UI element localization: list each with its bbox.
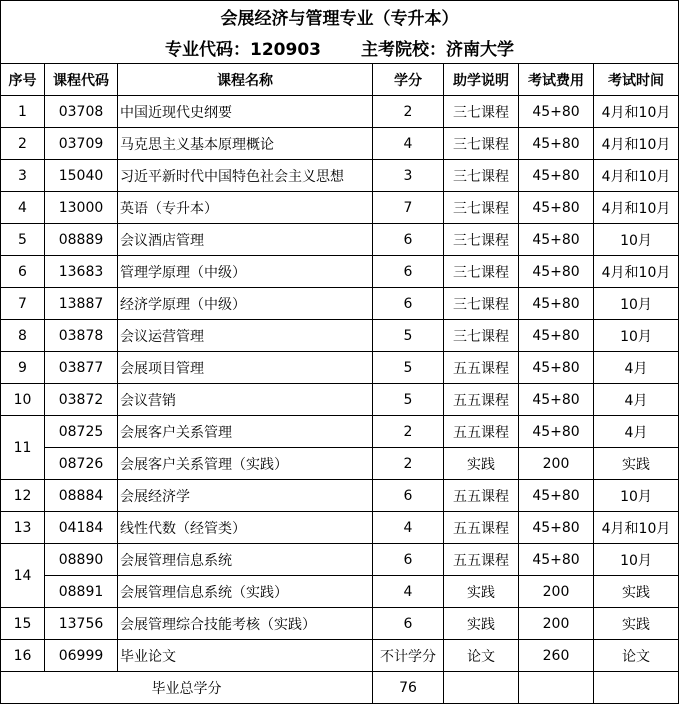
row-fee: 45+80 bbox=[519, 352, 594, 384]
row-fee: 45+80 bbox=[519, 224, 594, 256]
row-fee: 45+80 bbox=[519, 512, 594, 544]
row-code: 13683 bbox=[45, 256, 118, 288]
row-credit: 3 bbox=[373, 160, 444, 192]
row-code: 03708 bbox=[45, 96, 118, 128]
row-name: 习近平新时代中国特色社会主义思想 bbox=[118, 160, 373, 192]
table-row bbox=[1, 256, 679, 288]
row-fee: 45+80 bbox=[519, 128, 594, 160]
row-code: 13756 bbox=[45, 608, 118, 640]
row-credit: 5 bbox=[373, 384, 444, 416]
row-code: 13000 bbox=[45, 192, 118, 224]
subtitle bbox=[1, 31, 679, 64]
subtitle-row bbox=[1, 31, 679, 64]
row-fee: 45+80 bbox=[519, 480, 594, 512]
row-code: 04184 bbox=[45, 512, 118, 544]
row-name: 会议酒店管理 bbox=[118, 224, 373, 256]
row-credit: 4 bbox=[373, 512, 444, 544]
row-code: 08725 bbox=[45, 416, 118, 448]
table-row bbox=[1, 448, 679, 480]
row-fee: 45+80 bbox=[519, 96, 594, 128]
table-row bbox=[1, 384, 679, 416]
row-no: 13 bbox=[1, 512, 45, 544]
table-row bbox=[1, 352, 679, 384]
row-name: 会议运营管理 bbox=[118, 320, 373, 352]
row-name: 管理学原理（中级） bbox=[118, 256, 373, 288]
total-empty-note bbox=[444, 672, 519, 704]
row-credit: 不计学分 bbox=[373, 640, 444, 672]
row-time: 实践 bbox=[594, 576, 679, 608]
table-row bbox=[1, 96, 679, 128]
row-fee: 45+80 bbox=[519, 288, 594, 320]
row-code: 08890 bbox=[45, 544, 118, 576]
row-fee: 200 bbox=[519, 576, 594, 608]
table-row bbox=[1, 224, 679, 256]
row-code: 03878 bbox=[45, 320, 118, 352]
row-credit: 5 bbox=[373, 352, 444, 384]
row-time: 论文 bbox=[594, 640, 679, 672]
row-note: 三七课程 bbox=[444, 288, 519, 320]
row-fee: 45+80 bbox=[519, 160, 594, 192]
row-no: 10 bbox=[1, 384, 45, 416]
row-code: 03872 bbox=[45, 384, 118, 416]
row-credit: 6 bbox=[373, 480, 444, 512]
row-no: 5 bbox=[1, 224, 45, 256]
row-credit: 6 bbox=[373, 544, 444, 576]
row-time: 实践 bbox=[594, 608, 679, 640]
row-note: 五五课程 bbox=[444, 416, 519, 448]
row-credit: 5 bbox=[373, 320, 444, 352]
header-fee: 考试费用 bbox=[519, 64, 594, 96]
row-code: 06999 bbox=[45, 640, 118, 672]
row-name: 线性代数（经管类） bbox=[118, 512, 373, 544]
row-credit: 2 bbox=[373, 96, 444, 128]
table-row bbox=[1, 640, 679, 672]
row-credit: 4 bbox=[373, 576, 444, 608]
row-credit: 6 bbox=[373, 256, 444, 288]
row-no: 7 bbox=[1, 288, 45, 320]
row-note: 三七课程 bbox=[444, 160, 519, 192]
table-row bbox=[1, 608, 679, 640]
table-row bbox=[1, 480, 679, 512]
row-credit: 6 bbox=[373, 224, 444, 256]
row-name: 会展客户关系管理 bbox=[118, 416, 373, 448]
row-time: 10月 bbox=[594, 224, 679, 256]
row-code: 03877 bbox=[45, 352, 118, 384]
header-note: 助学说明 bbox=[444, 64, 519, 96]
row-note: 三七课程 bbox=[444, 128, 519, 160]
row-code: 08889 bbox=[45, 224, 118, 256]
row-fee: 200 bbox=[519, 608, 594, 640]
row-fee: 45+80 bbox=[519, 384, 594, 416]
total-label: 毕业总学分 bbox=[1, 672, 373, 704]
row-no: 4 bbox=[1, 192, 45, 224]
row-no: 12 bbox=[1, 480, 45, 512]
row-name: 毕业论文 bbox=[118, 640, 373, 672]
row-no: 9 bbox=[1, 352, 45, 384]
table-row bbox=[1, 160, 679, 192]
row-no: 6 bbox=[1, 256, 45, 288]
header-no: 序号 bbox=[1, 64, 45, 96]
row-no: 11 bbox=[1, 416, 45, 480]
row-credit: 4 bbox=[373, 128, 444, 160]
row-credit: 2 bbox=[373, 448, 444, 480]
row-note: 实践 bbox=[444, 576, 519, 608]
row-note: 五五课程 bbox=[444, 480, 519, 512]
row-time: 4月 bbox=[594, 384, 679, 416]
row-name: 会展管理综合技能考核（实践） bbox=[118, 608, 373, 640]
row-credit: 2 bbox=[373, 416, 444, 448]
table-row bbox=[1, 544, 679, 576]
row-note: 三七课程 bbox=[444, 256, 519, 288]
table-row bbox=[1, 320, 679, 352]
row-name: 会展管理信息系统（实践） bbox=[118, 576, 373, 608]
row-name: 会展经济学 bbox=[118, 480, 373, 512]
row-code: 15040 bbox=[45, 160, 118, 192]
row-no: 3 bbox=[1, 160, 45, 192]
table-row bbox=[1, 192, 679, 224]
row-no: 2 bbox=[1, 128, 45, 160]
row-no: 15 bbox=[1, 608, 45, 640]
row-name: 会展管理信息系统 bbox=[118, 544, 373, 576]
row-code: 13887 bbox=[45, 288, 118, 320]
row-credit: 6 bbox=[373, 288, 444, 320]
row-fee: 45+80 bbox=[519, 256, 594, 288]
row-time: 4月和10月 bbox=[594, 256, 679, 288]
row-fee: 260 bbox=[519, 640, 594, 672]
row-time: 实践 bbox=[594, 448, 679, 480]
row-credit: 7 bbox=[373, 192, 444, 224]
row-note: 实践 bbox=[444, 448, 519, 480]
row-note: 三七课程 bbox=[444, 320, 519, 352]
row-time: 10月 bbox=[594, 480, 679, 512]
row-note: 五五课程 bbox=[444, 512, 519, 544]
total-row bbox=[1, 672, 679, 704]
row-credit: 6 bbox=[373, 608, 444, 640]
row-time: 4月和10月 bbox=[594, 512, 679, 544]
row-note: 三七课程 bbox=[444, 96, 519, 128]
header-time: 考试时间 bbox=[594, 64, 679, 96]
row-code: 08891 bbox=[45, 576, 118, 608]
row-name: 会议营销 bbox=[118, 384, 373, 416]
row-note: 论文 bbox=[444, 640, 519, 672]
row-name: 马克思主义基本原理概论 bbox=[118, 128, 373, 160]
row-no: 8 bbox=[1, 320, 45, 352]
row-fee: 45+80 bbox=[519, 320, 594, 352]
row-note: 三七课程 bbox=[444, 224, 519, 256]
row-no: 16 bbox=[1, 640, 45, 672]
row-time: 10月 bbox=[594, 320, 679, 352]
examining-school: 主考院校：济南大学 bbox=[361, 39, 514, 60]
table-header bbox=[1, 64, 679, 96]
row-note: 五五课程 bbox=[444, 384, 519, 416]
row-time: 4月和10月 bbox=[594, 192, 679, 224]
table-row bbox=[1, 128, 679, 160]
row-code: 08726 bbox=[45, 448, 118, 480]
row-time: 4月和10月 bbox=[594, 128, 679, 160]
header-credit: 学分 bbox=[373, 64, 444, 96]
row-code: 08884 bbox=[45, 480, 118, 512]
row-name: 会展客户关系管理（实践） bbox=[118, 448, 373, 480]
table-row bbox=[1, 512, 679, 544]
table-row bbox=[1, 288, 679, 320]
table-row bbox=[1, 416, 679, 448]
major-code: 专业代码：120903 bbox=[165, 39, 321, 60]
row-time: 4月 bbox=[594, 416, 679, 448]
row-time: 10月 bbox=[594, 544, 679, 576]
title-row bbox=[1, 1, 679, 32]
row-fee: 45+80 bbox=[519, 192, 594, 224]
row-fee: 200 bbox=[519, 448, 594, 480]
table-row bbox=[1, 576, 679, 608]
row-time: 10月 bbox=[594, 288, 679, 320]
row-time: 4月 bbox=[594, 352, 679, 384]
row-note: 五五课程 bbox=[444, 544, 519, 576]
header-name: 课程名称 bbox=[118, 64, 373, 96]
row-code: 03709 bbox=[45, 128, 118, 160]
row-no: 14 bbox=[1, 544, 45, 608]
row-fee: 45+80 bbox=[519, 544, 594, 576]
row-name: 中国近现代史纲要 bbox=[118, 96, 373, 128]
total-empty-time bbox=[594, 672, 679, 704]
header-code: 课程代码 bbox=[45, 64, 118, 96]
total-empty-fee bbox=[519, 672, 594, 704]
row-name: 会展项目管理 bbox=[118, 352, 373, 384]
row-fee: 45+80 bbox=[519, 416, 594, 448]
row-time: 4月和10月 bbox=[594, 96, 679, 128]
row-note: 实践 bbox=[444, 608, 519, 640]
row-time: 4月和10月 bbox=[594, 160, 679, 192]
row-name: 经济学原理（中级） bbox=[118, 288, 373, 320]
row-note: 五五课程 bbox=[444, 352, 519, 384]
row-no: 1 bbox=[1, 96, 45, 128]
total-value: 76 bbox=[373, 672, 444, 704]
page-title: 会展经济与管理专业（专升本） bbox=[1, 1, 679, 32]
row-note: 三七课程 bbox=[444, 192, 519, 224]
row-name: 英语（专升本） bbox=[118, 192, 373, 224]
